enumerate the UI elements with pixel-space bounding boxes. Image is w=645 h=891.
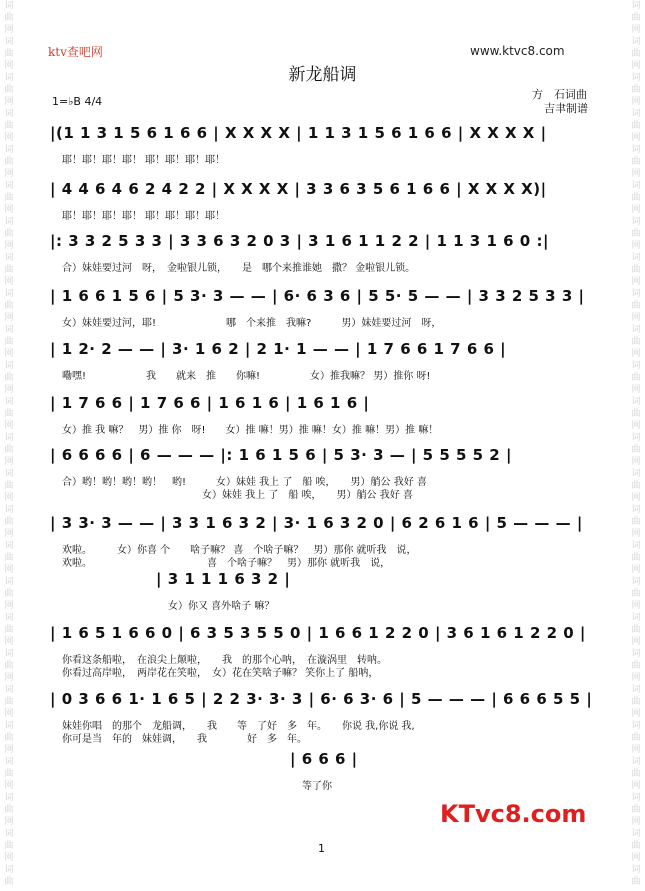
watermark-char: 曲: [631, 85, 641, 95]
watermark-char: 曲: [631, 769, 641, 779]
watermark-char: 词: [4, 793, 14, 803]
watermark-char: 网: [631, 709, 641, 719]
watermark-char: 网: [631, 133, 641, 143]
watermark-char: 曲: [4, 193, 14, 203]
notation-line: | 3 1 1 1 6 3 2 |: [156, 570, 291, 588]
watermark-char: 词: [631, 829, 641, 839]
watermark-char: 词: [631, 613, 641, 623]
watermark-char: 网: [4, 853, 14, 863]
watermark-char: 曲: [4, 481, 14, 491]
watermark-char: 词: [4, 721, 14, 731]
notation-line: | 3 3· 3 — — | 3 3 1 6 3 2 | 3· 1 6 3 2 0 | 6 2 6 1 6 | 5 — — — |: [50, 514, 583, 532]
watermark-char: 词: [631, 397, 641, 407]
key-signature: 1=♭B 4/4: [52, 95, 103, 108]
watermark-char: 网: [631, 637, 641, 647]
lyric-line: 嘞嘿! 我 就来 推 你嘛! 女）推我嘛？ 男）推你 呀!: [62, 371, 431, 382]
watermark-char: 网: [631, 781, 641, 791]
watermark-char: 词: [4, 217, 14, 227]
watermark-char: 曲: [4, 877, 14, 887]
watermark-char: 曲: [4, 301, 14, 311]
watermark-char: 网: [631, 421, 641, 431]
watermark-char: 词: [4, 433, 14, 443]
watermark-char: 网: [631, 565, 641, 575]
lyric-line: 耶！耶！耶！耶！ 耶！耶！耶！耶！: [62, 155, 226, 166]
watermark-char: 曲: [4, 337, 14, 347]
watermark-char: 网: [631, 385, 641, 395]
watermark-char: 词: [4, 505, 14, 515]
watermark-char: 曲: [631, 877, 641, 887]
lyric-line: 女）妹娃 我上 了 船 唉， 男）艄公 我好 喜: [62, 490, 413, 501]
watermark-char: 曲: [4, 49, 14, 59]
watermark-char: 词: [4, 577, 14, 587]
watermark-char: 曲: [4, 769, 14, 779]
watermark-char: 网: [631, 25, 641, 35]
watermark-char: 曲: [4, 733, 14, 743]
watermark-char: 曲: [631, 589, 641, 599]
watermark-char: 网: [631, 97, 641, 107]
watermark-char: 网: [4, 781, 14, 791]
watermark-char: 网: [4, 61, 14, 71]
watermark-left: [2, 0, 16, 888]
watermark-char: 曲: [631, 481, 641, 491]
watermark-char: 词: [4, 325, 14, 335]
lyric-line: 女）推 我 嘛？ 男）推 你 呀! 女）推 嘛！男）推 嘛！女）推 嘛！男）推 嘛！: [62, 425, 439, 436]
watermark-char: 曲: [631, 121, 641, 131]
song-title: 新龙船调: [288, 65, 357, 85]
lyric-line: 耶！耶！耶！耶！ 耶！耶！耶！耶！: [62, 211, 226, 222]
watermark-char: 词: [631, 325, 641, 335]
watermark-char: 词: [631, 541, 641, 551]
watermark-char: 网: [4, 529, 14, 539]
watermark-char: 网: [4, 385, 14, 395]
notation-line: | 1 2· 2 — — | 3· 1 6 2 | 2 1· 1 — — | 1 7 6 6 1 7 6 6 |: [50, 340, 507, 358]
notation-line: | 0 3 6 6 1· 1 6 5 | 2 2 3· 3· 3 | 6· 6 3· 6 | 5 — — — | 6 6 6 5 5 |: [50, 690, 593, 708]
watermark-char: 网: [4, 745, 14, 755]
watermark-char: 词: [4, 109, 14, 119]
watermark-char: 词: [631, 181, 641, 191]
lyric-line: 你可是当 年的 妹娃调， 我 好 多 年。: [62, 734, 307, 745]
watermark-char: 曲: [4, 121, 14, 131]
watermark-char: 曲: [631, 337, 641, 347]
lyric-line: 等了你: [302, 781, 332, 792]
notation-line: |: 3 3 2 5 3 3 | 3 3 6 3 2 0 3 | 3 1 6 1 1 2 2 | 1 1 3 1 6 0 :|: [50, 232, 549, 250]
watermark-char: 网: [4, 421, 14, 431]
watermark-char: 曲: [631, 841, 641, 851]
watermark-char: 词: [631, 577, 641, 587]
watermark-char: 词: [631, 145, 641, 155]
watermark-char: 词: [631, 469, 641, 479]
notation-line: | 1 6 6 1 5 6 | 5 3· 3 — — | 6· 6 3 6 | 5 5· 5 — — | 3 3 2 5 3 3 |: [50, 287, 585, 305]
watermark-char: 网: [4, 637, 14, 647]
watermark-char: 词: [631, 649, 641, 659]
lyric-line: 欢啦。 女）你喜 个 啥子嘛？ 喜 个啥子嘛？ 男）那你 就听我 说，: [62, 545, 417, 556]
watermark-char: 曲: [4, 841, 14, 851]
watermark-char: 词: [4, 37, 14, 47]
watermark-char: 网: [4, 565, 14, 575]
watermark-char: 曲: [4, 265, 14, 275]
watermark-char: 曲: [631, 373, 641, 383]
watermark-char: 曲: [4, 229, 14, 239]
watermark-char: 网: [4, 673, 14, 683]
watermark-char: 网: [4, 493, 14, 503]
watermark-char: 网: [631, 601, 641, 611]
watermark-char: 词: [4, 253, 14, 263]
watermark-char: 曲: [631, 733, 641, 743]
watermark-char: 网: [631, 277, 641, 287]
watermark-char: 曲: [631, 49, 641, 59]
watermark-char: 词: [4, 685, 14, 695]
watermark-char: 曲: [631, 625, 641, 635]
watermark-char: 曲: [4, 85, 14, 95]
watermark-char: 网: [4, 313, 14, 323]
watermark-char: 曲: [4, 553, 14, 563]
notation-line: |(1 1 3 1 5 6 1 6 6 | X X X X | 1 1 3 1 5 6 1 6 6 | X X X X |: [50, 124, 547, 142]
watermark-char: 网: [631, 349, 641, 359]
page-number: 1: [318, 842, 325, 855]
watermark-char: 曲: [631, 661, 641, 671]
watermark-char: 网: [631, 313, 641, 323]
watermark-char: 曲: [4, 373, 14, 383]
ktv-logo: KTvc8.com: [440, 800, 587, 828]
watermark-char: 网: [4, 25, 14, 35]
lyric-line: 欢啦。 喜 个啥子嘛？ 男）那你 就听我 说，: [62, 558, 391, 569]
watermark-char: 曲: [631, 301, 641, 311]
watermark-char: 网: [4, 709, 14, 719]
watermark-char: 网: [4, 205, 14, 215]
watermark-char: 曲: [631, 229, 641, 239]
notation-line: | 6 6 6 6 | 6 — — — |: 1 6 1 5 6 | 5 3· 3 — | 5 5 5 5 2 |: [50, 446, 512, 464]
watermark-char: 曲: [631, 553, 641, 563]
lyricist-composer: 方 石词曲: [532, 88, 587, 101]
watermark-char: 词: [631, 1, 641, 11]
lyric-line: 女）你又 喜外啥子 嘛？: [168, 601, 275, 612]
lyric-line: 合）妹娃要过河 呀， 金啦银儿锁， 是 哪个来推谁她 撒？ 金啦银儿锁。: [62, 263, 416, 274]
watermark-char: 曲: [4, 157, 14, 167]
watermark-char: 网: [631, 817, 641, 827]
notation-line: | 6 6 6 |: [290, 750, 358, 768]
watermark-char: 词: [631, 505, 641, 515]
watermark-char: 词: [4, 613, 14, 623]
watermark-char: 词: [4, 469, 14, 479]
watermark-char: 网: [4, 601, 14, 611]
watermark-char: 词: [631, 433, 641, 443]
watermark-char: 词: [631, 253, 641, 263]
watermark-char: 网: [631, 241, 641, 251]
watermark-char: 词: [4, 865, 14, 875]
site-name: ktv查吧网: [48, 45, 103, 59]
lyric-line: 妹娃你唱 的那个 龙船调， 我 等 了好 多 年。 你说 我,你说 我,: [62, 721, 415, 732]
watermark-char: 曲: [631, 697, 641, 707]
watermark-char: 曲: [4, 13, 14, 23]
watermark-char: 网: [4, 241, 14, 251]
watermark-char: 曲: [631, 517, 641, 527]
watermark-char: 词: [4, 289, 14, 299]
watermark-char: 网: [631, 673, 641, 683]
watermark-char: 网: [4, 169, 14, 179]
watermark-char: 词: [4, 181, 14, 191]
watermark-char: 词: [631, 217, 641, 227]
watermark-char: 曲: [4, 589, 14, 599]
watermark-char: 网: [631, 493, 641, 503]
watermark-char: 词: [631, 73, 641, 83]
lyric-line: 合）哟！哟！哟！哟！ 哟! 女）妹娃 我上 了 船 唉， 男）艄公 我好 喜: [62, 477, 427, 488]
watermark-char: 曲: [631, 193, 641, 203]
watermark-char: 网: [631, 169, 641, 179]
watermark-char: 词: [631, 757, 641, 767]
notation-line: | 4 4 6 4 6 2 4 2 2 | X X X X | 3 3 6 3 5 6 1 6 6 | X X X X)|: [50, 180, 547, 198]
watermark-char: 网: [631, 529, 641, 539]
watermark-char: 网: [4, 457, 14, 467]
watermark-char: 曲: [631, 13, 641, 23]
lyric-line: 女）妹娃要过河，耶! 哪 个来推 我嘛? 男）妹娃要过河 呀，: [62, 318, 442, 329]
watermark-char: 曲: [4, 661, 14, 671]
watermark-char: 网: [4, 349, 14, 359]
watermark-char: 词: [4, 649, 14, 659]
watermark-char: 词: [4, 145, 14, 155]
watermark-char: 词: [4, 1, 14, 11]
watermark-char: 曲: [4, 625, 14, 635]
watermark-char: 网: [631, 853, 641, 863]
watermark-char: 曲: [631, 265, 641, 275]
watermark-char: 词: [631, 37, 641, 47]
watermark-char: 词: [4, 829, 14, 839]
watermark-char: 词: [4, 361, 14, 371]
watermark-char: 词: [4, 757, 14, 767]
lyric-line: 你看这条船啦， 在浪尖上颠啦， 我 的那个心呐， 在漩涡里 转呐。: [62, 655, 387, 666]
watermark-char: 曲: [631, 445, 641, 455]
watermark-char: 网: [4, 97, 14, 107]
arranger: 吉聿制谱: [544, 102, 588, 115]
watermark-char: 曲: [631, 409, 641, 419]
watermark-char: 曲: [631, 157, 641, 167]
watermark-char: 词: [631, 361, 641, 371]
watermark-char: 词: [631, 685, 641, 695]
watermark-char: 网: [4, 277, 14, 287]
watermark-char: 词: [631, 109, 641, 119]
watermark-char: 词: [631, 721, 641, 731]
watermark-char: 曲: [4, 517, 14, 527]
watermark-char: 网: [4, 133, 14, 143]
watermark-right: [629, 0, 643, 888]
watermark-char: 曲: [4, 697, 14, 707]
watermark-char: 词: [4, 397, 14, 407]
lyric-line: 你看过高岸啦， 两岸花在笑啦， 女）花在笑啥子嘛？ 笑你上了 船呐，: [62, 668, 379, 679]
site-url: www.ktvc8.com: [470, 44, 565, 58]
watermark-char: 曲: [4, 445, 14, 455]
watermark-char: 词: [631, 865, 641, 875]
watermark-char: 网: [4, 817, 14, 827]
watermark-char: 曲: [631, 805, 641, 815]
watermark-char: 词: [631, 793, 641, 803]
notation-line: | 1 7 6 6 | 1 7 6 6 | 1 6 1 6 | 1 6 1 6 |: [50, 394, 370, 412]
watermark-char: 网: [631, 61, 641, 71]
watermark-char: 网: [631, 457, 641, 467]
watermark-char: 词: [4, 541, 14, 551]
watermark-char: 网: [631, 745, 641, 755]
notation-line: | 1 6 5 1 6 6 0 | 6 3 5 3 5 5 0 | 1 6 6 1 2 2 0 | 3 6 1 6 1 2 2 0 |: [50, 624, 586, 642]
watermark-char: 词: [631, 289, 641, 299]
watermark-char: 词: [4, 73, 14, 83]
watermark-char: 网: [631, 205, 641, 215]
watermark-char: 曲: [4, 409, 14, 419]
watermark-char: 曲: [4, 805, 14, 815]
